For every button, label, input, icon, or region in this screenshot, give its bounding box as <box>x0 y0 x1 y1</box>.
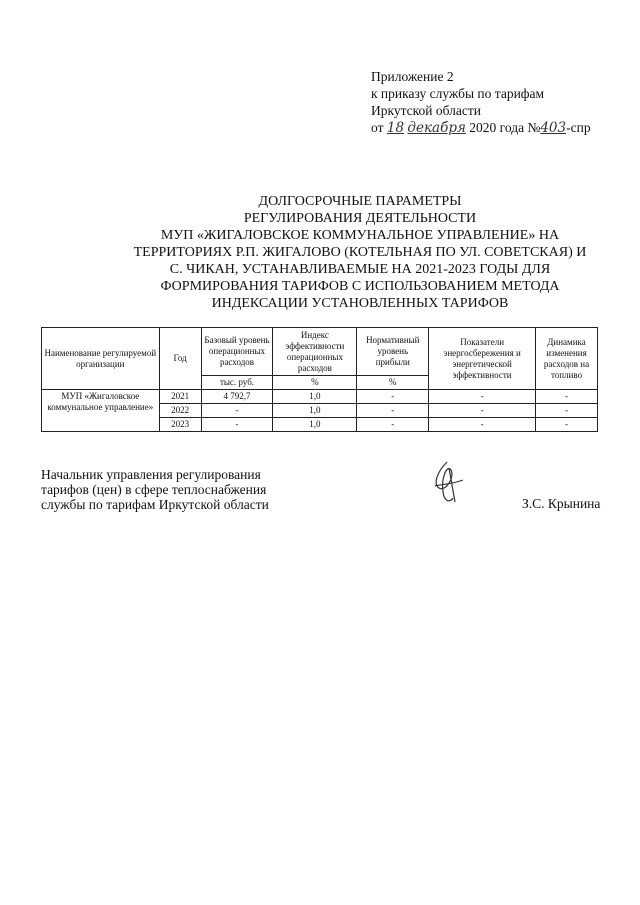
handwritten-signature <box>425 458 470 508</box>
order-number: 403 <box>540 120 567 136</box>
date-year: 2020 года № <box>469 120 541 135</box>
cell-base: 4 792,7 <box>201 390 273 404</box>
cell-base: - <box>201 404 273 418</box>
title-line: ФОРМИРОВАНИЯ ТАРИФОВ С ИСПОЛЬЗОВАНИЕМ МЕТОДА <box>160 279 560 294</box>
org-name-cell: МУП «Жигаловское коммунальное управление» <box>42 390 160 432</box>
header-index: Индекс эффективности операционных расходов <box>273 328 357 376</box>
title-line: С. ЧИКАН, УСТАНАВЛИВАЕМЫЕ НА 2021-2023 ГОДЫ ДЛЯ <box>169 262 551 277</box>
unit-profit: % <box>357 376 429 390</box>
position-line-3: службы по тарифам Иркутской области <box>41 497 269 512</box>
header-fuel: Динамика изменения расходов на топливо <box>536 328 598 390</box>
header-year: Год <box>159 328 201 390</box>
cell-fuel: - <box>536 390 598 404</box>
signatory-position <box>41 467 269 512</box>
cell-profit: - <box>357 404 429 418</box>
table-row <box>42 390 598 404</box>
order-suffix: -спр <box>566 120 591 135</box>
header-org: Наименование регулируемой организации <box>42 328 160 390</box>
parameters-table <box>41 327 598 432</box>
position-line-2: тарифов (цен) в сфере теплоснабжения <box>41 482 267 497</box>
cell-year: 2023 <box>159 418 201 432</box>
header-energy: Показатели энергосбережения и энергетической эффективности <box>429 328 536 390</box>
appendix-date-line <box>371 119 591 137</box>
header-profit: Нормативный уровень прибыли <box>357 328 429 376</box>
cell-index: 1,0 <box>273 418 357 432</box>
signer-name: З.С. Крынина <box>522 496 601 511</box>
cell-profit: - <box>357 390 429 404</box>
date-prefix: от <box>371 120 384 135</box>
title-line: ИНДЕКСАЦИИ УСТАНОВЛЕННЫХ ТАРИФОВ <box>211 296 509 311</box>
cell-index: 1,0 <box>273 404 357 418</box>
document-title <box>100 193 620 312</box>
cell-year: 2022 <box>159 404 201 418</box>
position-line-1: Начальник управления регулирования <box>41 467 261 482</box>
cell-fuel: - <box>536 404 598 418</box>
date-month: декабря <box>407 120 466 136</box>
appendix-line-3: Иркутской области <box>371 103 482 118</box>
appendix-line-2: к приказу службы по тарифам <box>371 86 545 101</box>
title-line: МУП «ЖИГАЛОВСКОЕ КОММУНАЛЬНОЕ УПРАВЛЕНИЕ» НА <box>160 228 560 243</box>
date-day: 18 <box>386 120 405 136</box>
cell-fuel: - <box>536 418 598 432</box>
header-base: Базовый уровень операционных расходов <box>201 328 273 376</box>
appendix-header <box>371 68 591 137</box>
cell-energy: - <box>429 404 536 418</box>
cell-profit: - <box>357 418 429 432</box>
unit-index: % <box>273 376 357 390</box>
cell-base: - <box>201 418 273 432</box>
cell-energy: - <box>429 418 536 432</box>
title-line: ТЕРРИТОРИЯХ Р.П. ЖИГАЛОВО (КОТЕЛЬНАЯ ПО УЛ. СОВЕТСКАЯ) И <box>133 245 587 260</box>
unit-base: тыс. руб. <box>201 376 273 390</box>
cell-index: 1,0 <box>273 390 357 404</box>
title-line: ДОЛГОСРОЧНЫЕ ПАРАМЕТРЫ <box>258 194 462 209</box>
appendix-line-1: Приложение 2 <box>371 69 454 84</box>
cell-year: 2021 <box>159 390 201 404</box>
title-line: РЕГУЛИРОВАНИЯ ДЕЯТЕЛЬНОСТИ <box>243 211 477 226</box>
cell-energy: - <box>429 390 536 404</box>
